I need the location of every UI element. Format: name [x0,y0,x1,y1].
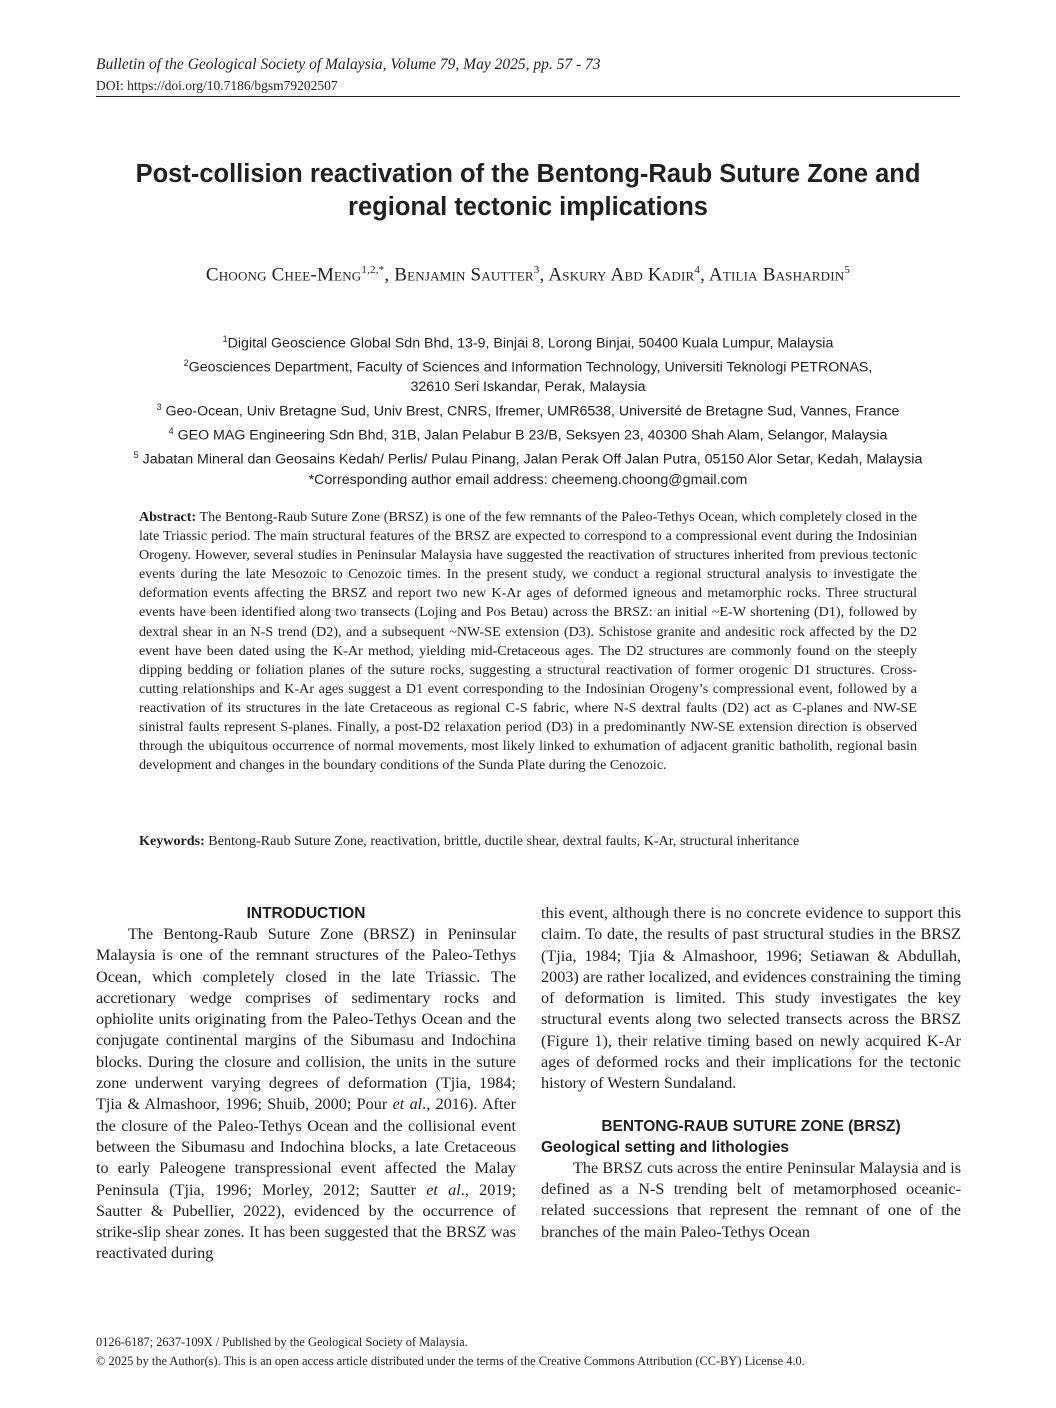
affil-text: Geosciences Department, Faculty of Sciences and Information Technology, Universiti Teknologi PETRONAS, [188,359,873,376]
affil-text: *Corresponding author email address: cheemeng.choong@gmail.com [308,471,748,488]
affiliation-list [60,330,996,490]
author-name: Benjamin Sautter [394,264,534,286]
intro-text: ., 2019; Sautter & Pubellier, 2022), evidenced by the occurrence of strike-slip shear zones. It has been suggested that the BRSZ was reactivated during [96,1180,516,1263]
title-line-1: Post-collision reactivation of the Bentong-Raub Suture Zone and [135,160,921,188]
journal-citation: Bulletin of the Geological Society of Malaysia, Volume 79, May 2025, pp. 57 - 73 [96,56,601,73]
affiliation-line [60,398,996,422]
section-gap [541,1095,961,1116]
abstract-text: The Bentong-Raub Suture Zone (BRSZ) is one of the few remnants of the Paleo-Tethys Ocean, which completely closed in the late Triassic period. The main structural features of the BRSZ are expected to correspond to a compressional event during the Indosinian Orogeny. However, several studies in Peninsular Malaysia have suggested the reactivation of structures inherited from previous tectonic events during the late Mesozoic to Cenozoic times. In the present study, we conduct a regional structural analysis to investigate the deformation events affecting the BRSZ and report two new K-Ar ages of deformed igneous and metamorphic rocks. Three structural events have been identified along two transects (Lojing and Pos Betau) across the BRSZ: an initial ~E-W shortening (D1), followed by dextral shear in an N-S trend (D2), and a subsequent ~NW-SE extension (D3). Schistose granite and andesitic rock affected by the D2 event have been dated using the K-Ar method, yielding mid-Cretaceous ages. The D2 structures are commonly found on the steeply dipping bedding or foliation planes of the suture rocks, suggesting a structural reactivation of former orogenic D1 structures. Cross-cutting relationships and K-Ar ages suggest a D1 event corresponding to the Indosinian Orogeny’s compressional event, followed by a reactivation of its structures in the late Cretaceous as regional C-S fabric, where N-S dextral faults (D2) act as C-planes and NW-SE sinistral faults represent S-planes. Finally, a post-D2 relaxation period (D3) in a predominantly NW-SE extension direction is observed through the ubiquitous occurrence of normal movements, most likely linked to exhumation of adjacent granitic batholith, regional basin development and changes in the boundary conditions of the Sunda Plate during the Cenozoic. [139,509,917,774]
left-column [96,903,516,1265]
affil-text: Digital Geoscience Global Sdn Bhd, 13-9, Binjai 8, Lorong Binjai, 50400 Kuala Lumpur, Malaysia [227,335,834,352]
title-line-2: regional tectonic implications [348,193,708,221]
intro-paragraph-continued: this event, although there is no concrete evidence to support this claim. To date, the results of past structural studies in the BRSZ (Tjia, 1984; Tjia & Almashoor, 1996; Setiawan & Abdullah, 2003) are rather localized, and evidences constraining the timing of deformation is limited. This study investigates the key structural events along two selected transects across the BRSZ (Figure 1), their relative timing based on newly acquired K-Ar ages of deformed rocks and their implications for the tectonic history of Western Sundaland. [541,904,961,1093]
author-list: Choong Chee-Meng$^{1,2,*}$, Benjamin Sautter$^3$, Askury Abd Kadir$^4$, Atilia Bashardin$^5$ [205,264,851,286]
affil-marker: 5 [133,450,139,461]
intro-paragraph [96,924,516,1265]
author-affil-marker: 1,2,* [361,264,385,276]
author-name: Askury Abd Kadir [548,264,695,286]
affil-text: Geo-Ocean, Univ Bretagne Sud, Univ Brest, CNRS, Ifremer, UMR6538, Université de Bretagne Sud, Vannes, France [165,403,900,420]
subsection-heading-geological-setting: Geological setting and lithologies [541,1138,790,1156]
paper-title [96,158,960,224]
abstract-label: Abstract: [139,509,197,525]
keywords-label: Keywords: [139,833,205,849]
et-al: et al [426,1180,461,1199]
author-affil-marker: 4 [694,264,701,276]
affiliation-line [60,378,996,398]
author-name: Atilia Bashardin [708,264,845,286]
et-al: et al [392,1095,423,1114]
affiliation-line [60,446,996,470]
author-affil-marker: 5 [844,264,851,276]
section-heading-brsz: BENTONG-RAUB SUTURE ZONE (BRSZ) [601,1117,901,1135]
intro-text: ., 2016). After the closure of the Paleo-Tethys Ocean and the collisional event between the Sibumasu and Indochina blocks, a late Cretaceous to early Paleogene transpressional event affected the Malay Peninsula (Tjia, 1996; Morley, 2012; Sautter [96,1095,516,1199]
footer-license: © 2025 by the Author(s). This is an open access article distributed under the terms of the Creative Commons Attribution (CC-BY) License 4.0. [96,1353,805,1368]
keywords [139,833,939,850]
affiliation-line [60,422,996,446]
affil-text: Jabatan Mineral dan Geosains Kedah/ Perlis/ Pulau Pinang, Jalan Perak Off Jalan Putra, 05150 Alor Setar, Kedah, Malaysia [142,452,923,469]
brsz-paragraph: The BRSZ cuts across the entire Peninsular Malaysia and is defined as a N-S trending belt of metamorphosed oceanic-related successions that represent the remnant of one of the branches of the main Paleo-Tethys Ocean [541,1158,961,1241]
affil-marker: 2 [183,358,189,369]
keywords-text: Bentong-Raub Suture Zone, reactivation, brittle, ductile shear, dextral faults, K-Ar, structural inheritance [204,833,800,849]
affil-text: 32610 Seri Iskandar, Perak, Malaysia [410,379,646,396]
affiliation-line [60,354,996,378]
intro-text: The Bentong-Raub Suture Zone (BRSZ) in Peninsular Malaysia is one of the remnant structures of the Paleo-Tethys Ocean, which completely closed in the late Triassic. The accretionary wedge comprises of sedimentary rocks and ophiolite units originating from the Paleo-Tethys Ocean and the conjugate continental margins of the Sibumasu and Indochina blocks. During the closure and collision, the units in the suture zone underwent varying degrees of deformation (Tjia, 1984; Tjia & Almashoor, 1996; Shuib, 2000; Pour [96,925,516,1114]
affil-text: GEO MAG Engineering Sdn Bhd, 31B, Jalan Pelabur B 23/B, Seksyen 23, 40300 Shah Alam, Selangor, Malaysia [177,427,888,444]
affil-marker: 3 [156,401,162,412]
section-heading-introduction: INTRODUCTION [246,905,366,922]
header-divider [96,96,960,97]
author-affil-marker: 3 [533,264,540,276]
right-column [541,903,961,1243]
footer-issn: 0126-6187; 2637-109X / Published by the Geological Society of Malaysia. [96,1335,468,1349]
affil-marker: 4 [168,426,174,437]
author-name: Choong Chee-Meng [205,264,362,286]
doi-line[interactable]: DOI: https://doi.org/10.7186/bgsm79202507 [96,78,338,93]
abstract [139,508,917,775]
corresponding-author[interactable] [60,471,996,491]
affiliation-line [60,330,996,354]
page-footer [96,1333,805,1370]
affil-marker: 1 [222,334,228,344]
